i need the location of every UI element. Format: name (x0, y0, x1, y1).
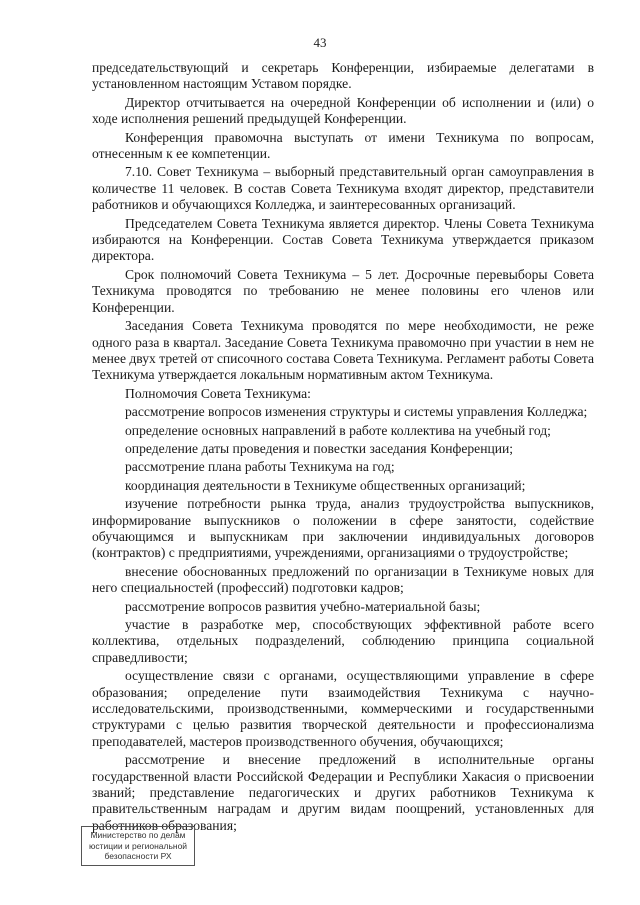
paragraph: Полномочия Совета Техникума: (125, 385, 311, 401)
paragraph: рассмотрение вопросов изменения структуры и системы управления Колледжа; (125, 404, 588, 420)
paragraph: внесение обоснованных предложений по организации в Техникуме новых для него специальностей (профессий) подготовки кадров; (92, 563, 594, 596)
page-number: 43 (313, 35, 327, 50)
paragraph: Заседания Совета Техникума проводятся по мере необходимости, не реже одного раза в квартал. Заседание Совета Техникума правомочно при участии в нем не менее двух третей от списочного состава Совета Техникума. Регламент работы Совета Техникума утверждается локальным нормативным актом Техникума. (92, 318, 594, 383)
paragraph: Срок полномочий Совета Техникума – 5 лет. Досрочные перевыборы Совета Техникума проводятся по требованию не менее половины его членов или Конференции. (92, 266, 594, 315)
paragraph: рассмотрение и внесение предложений в исполнительные органы государственной власти Российской Федерации и Республики Хакасия о присвоении званий; представление педагогических и других работников Техникума к правительственным наградам и другим видам поощрений, установленных для работников образования; (92, 752, 594, 833)
paragraph: изучение потребности рынка труда, анализ трудоустройства выпускников, информирование выпускников о положении в сфере занятости, содействие обучающимся и выпускникам при заключении индивидуальных договоров (контрактов) с предприятиями, учреждениями, организациями о трудоустройстве; (92, 496, 594, 561)
paragraph: определение даты проведения и повестки заседания Конференции; (125, 440, 514, 456)
stamp-line-2: юстиции и региональной (88, 840, 188, 851)
paragraph: участие в разработке мер, способствующих эффективной работе всего коллектива, отдельных подразделений, соблюдению принципа социальной справедливости; (92, 617, 594, 665)
paragraph: рассмотрение плана работы Техникума на год; (125, 459, 395, 475)
registration-stamp (81, 826, 195, 866)
paragraph: 7.10. Совет Техникума – выборный представительный орган самоуправления в количестве 11 человек. В состав Совета Техникума входят директор, представители работников и обучающихся Колледжа, и заинтересованных организаций. (92, 164, 594, 213)
paragraph: Конференция правомочна выступать от имени Техникума по вопросам, отнесенным к ее компетенции. (92, 129, 594, 162)
paragraph: осуществление связи с органами, осуществляющими управление в сфере образования; определение пути взаимодействия Техникума с научно-исследовательскими, производственными, коммерческими и государственными структурами с целью развития творческой деятельности и профессионализма преподавателей, мастеров производственного обучения, обучающихся; (92, 668, 594, 749)
paragraph: председательствующий и секретарь Конференции, избираемые делегатами в установленном настоящим Уставом порядке. (92, 60, 594, 92)
stamp-line-3: безопасности РХ (104, 851, 172, 861)
paragraph: Директор отчитывается на очередной Конференции об исполнении и (или) о ходе исполнения решений предыдущей Конференции. (92, 94, 594, 127)
paragraph: определение основных направлений в работе коллектива на учебный год; (125, 422, 551, 438)
stamp-line-1: Министерство по делам (90, 830, 186, 840)
paragraph: координация деятельности в Техникуме общественных организаций; (125, 477, 526, 493)
paragraph: Председателем Совета Техникума является директор. Члены Совета Техникума избираются на Конференции. Состав Совета Техникума утверждается приказом директора. (92, 215, 594, 264)
paragraph: рассмотрение вопросов развития учебно-материальной базы; (125, 598, 481, 614)
document-body (92, 60, 594, 836)
